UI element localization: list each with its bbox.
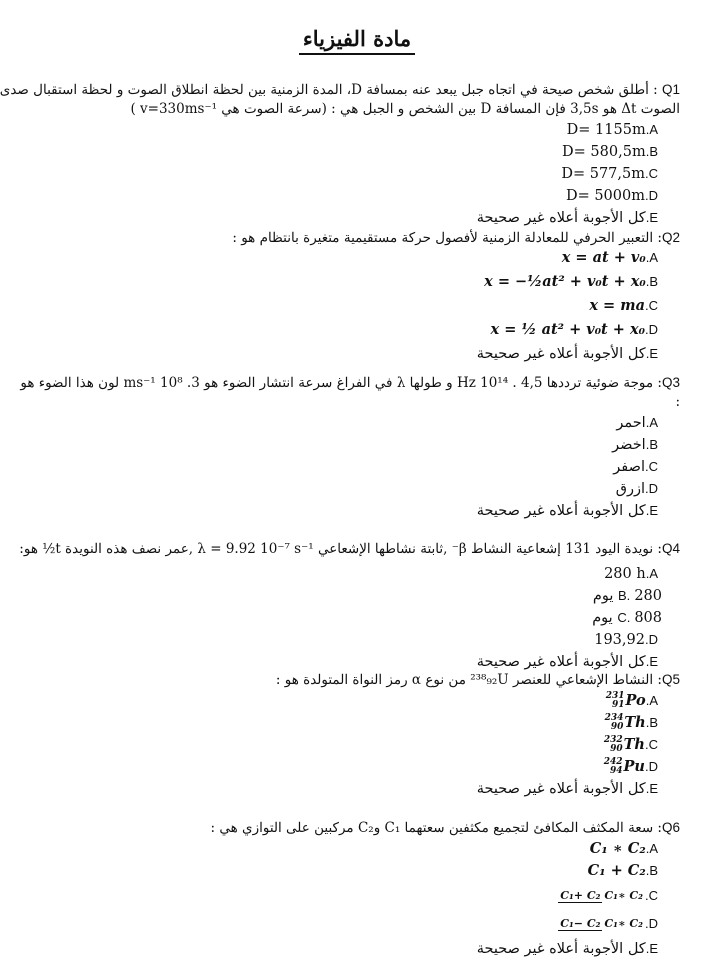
q4-options [477, 563, 662, 673]
question-text: نويدة اليود 131 إشعاعية النشاط β⁻ ,ثابتة نشاطها الإشعاعي λ = 9.92 10⁻⁷ s⁻¹ ,عمر نصف هذه النويدة t½ هو: [19, 541, 654, 557]
q6-options [477, 838, 662, 960]
option-a[interactable]: A.D= 1155m [566, 122, 658, 138]
option-d[interactable]: D.ازرق [615, 481, 658, 497]
option-d[interactable]: D.x = ½ at² + v₀t + x₀ [490, 321, 658, 338]
option-a[interactable]: A.x = at + v₀ [561, 249, 658, 266]
option-e[interactable]: E.كل الأجوبة أعلاه غير صحيحة [476, 210, 658, 226]
question-6: Q6: سعة المكثف المكافئ لتجميع مكثفين سعتهما C₁ وC₂ مركبين على التوازي هي : [210, 820, 680, 836]
question-number: Q4 [661, 541, 680, 556]
question-text-line2: : [675, 394, 680, 410]
question-number: Q5 [661, 672, 680, 687]
option-c[interactable]: C.C₁+ C₂ C₁∗ C₂ [560, 888, 658, 903]
option-b[interactable]: B.اخضر [612, 437, 658, 453]
option-c[interactable]: C.D= 577,5m [561, 166, 658, 182]
option-b[interactable]: B.D= 580,5m [562, 144, 658, 160]
option-a[interactable]: A. 231 91 Po [605, 691, 658, 710]
option-e[interactable]: E.كل الأجوبة أعلاه غير صحيحة [476, 503, 658, 519]
question-text: سعة المكثف المكافئ لتجميع مكثفين سعتهما C₁ وC₂ مركبين على التوازي هي : [210, 820, 654, 836]
question-1: Q1 : أطلق شخص صيحة في اتجاه جبل يبعد عنه بمسافة D، المدة الزمنية بين لحظة انطلاق الصوت و لحظة استقبال صدى الصوت Δt هو 3,5s فإن المسافة D بين الشخص و الجبل هي : (سرعة الصوت هي v=330ms⁻¹ ) [0, 82, 680, 117]
option-e[interactable]: E.كل الأجوبة أعلاه غير صحيحة [476, 654, 658, 670]
question-text: النشاط الإشعاعي للعنصر ²³⁸₉₂U من نوع α رمز النواة المتولدة هو : [275, 672, 654, 688]
option-b[interactable]: B. 234 90 Th [604, 713, 658, 732]
option-d[interactable]: D. 242 94 Pu [603, 757, 658, 776]
question-4: Q4: نويدة اليود 131 إشعاعية النشاط β⁻ ,ثابتة نشاطها الإشعاعي λ = 9.92 10⁻⁷ s⁻¹ ,عمر نصف هذه النويدة t½ هو: [19, 541, 680, 557]
option-c[interactable]: C. 232 90 Th [603, 735, 658, 754]
option-d[interactable]: D.193,92 [594, 632, 658, 648]
question-2: Q2: التعبير الحرفي للمعادلة الزمنية لأفصول حركة مستقيمية متغيرة بانتظام هو : [232, 230, 680, 246]
question-5: Q5: النشاط الإشعاعي للعنصر ²³⁸₉₂U من نوع α رمز النواة المتولدة هو : [275, 672, 680, 688]
option-e[interactable]: E.كل الأجوبة أعلاه غير صحيحة [476, 781, 658, 797]
question-text: موجة ضوئية ترددها 4,5 . 10¹⁴ Hz و طولها λ في الفراغ سرعة انتشار الضوء هو 3. 10⁸ ms⁻¹ لون هذا الضوء هو [20, 375, 654, 391]
question-3: Q3: موجة ضوئية ترددها 4,5 . 10¹⁴ Hz و طولها λ في الفراغ سرعة انتشار الضوء هو 3. 10⁸ ms⁻¹ لون هذا الضوء هو : [20, 375, 680, 410]
page-title: مادة الفيزياء [0, 26, 714, 51]
option-e[interactable]: E.كل الأجوبة أعلاه غير صحيحة [476, 346, 658, 362]
option-b[interactable]: B.x = −½at² + v₀t + x₀ [484, 273, 658, 290]
question-text: التعبير الحرفي للمعادلة الزمنية لأفصول حركة مستقيمية متغيرة بانتظام هو : [232, 230, 654, 246]
question-number: Q1 [661, 82, 680, 97]
question-text-line2: الصوت Δt هو 3,5s فإن المسافة D بين الشخص و الجبل هي : (سرعة الصوت هي v=330ms⁻¹ ) [130, 101, 680, 117]
q1-options [477, 119, 662, 229]
option-a[interactable]: A.C₁ ∗ C₂ [589, 840, 658, 857]
q2-options [477, 247, 662, 365]
question-number: Q2 [661, 230, 680, 245]
q5-options [477, 690, 662, 800]
question-text: أطلق شخص صيحة في اتجاه جبل يبعد عنه بمسافة D، المدة الزمنية بين لحظة انطلاق الصوت و لحظة استقبال صدى [0, 82, 649, 98]
question-number: Q6 [661, 820, 680, 835]
option-c[interactable]: C.اصفر [613, 459, 658, 475]
option-e[interactable]: E.كل الأجوبة أعلاه غير صحيحة [476, 941, 658, 957]
option-b[interactable]: B.280 يوم [592, 588, 662, 604]
question-number: Q3 [661, 375, 680, 390]
option-a[interactable]: A.280 h [604, 566, 658, 582]
option-c[interactable]: C.808 يوم [592, 610, 662, 626]
option-d[interactable]: D.C₁− C₂ C₁∗ C₂ [560, 916, 658, 931]
option-a[interactable]: A.احمر [616, 415, 658, 431]
option-d[interactable]: D.D= 5000m [565, 188, 658, 204]
option-b[interactable]: B.C₁ + C₂ [587, 862, 658, 879]
q3-options [477, 412, 662, 522]
option-c[interactable]: C.x = ma [589, 297, 658, 314]
